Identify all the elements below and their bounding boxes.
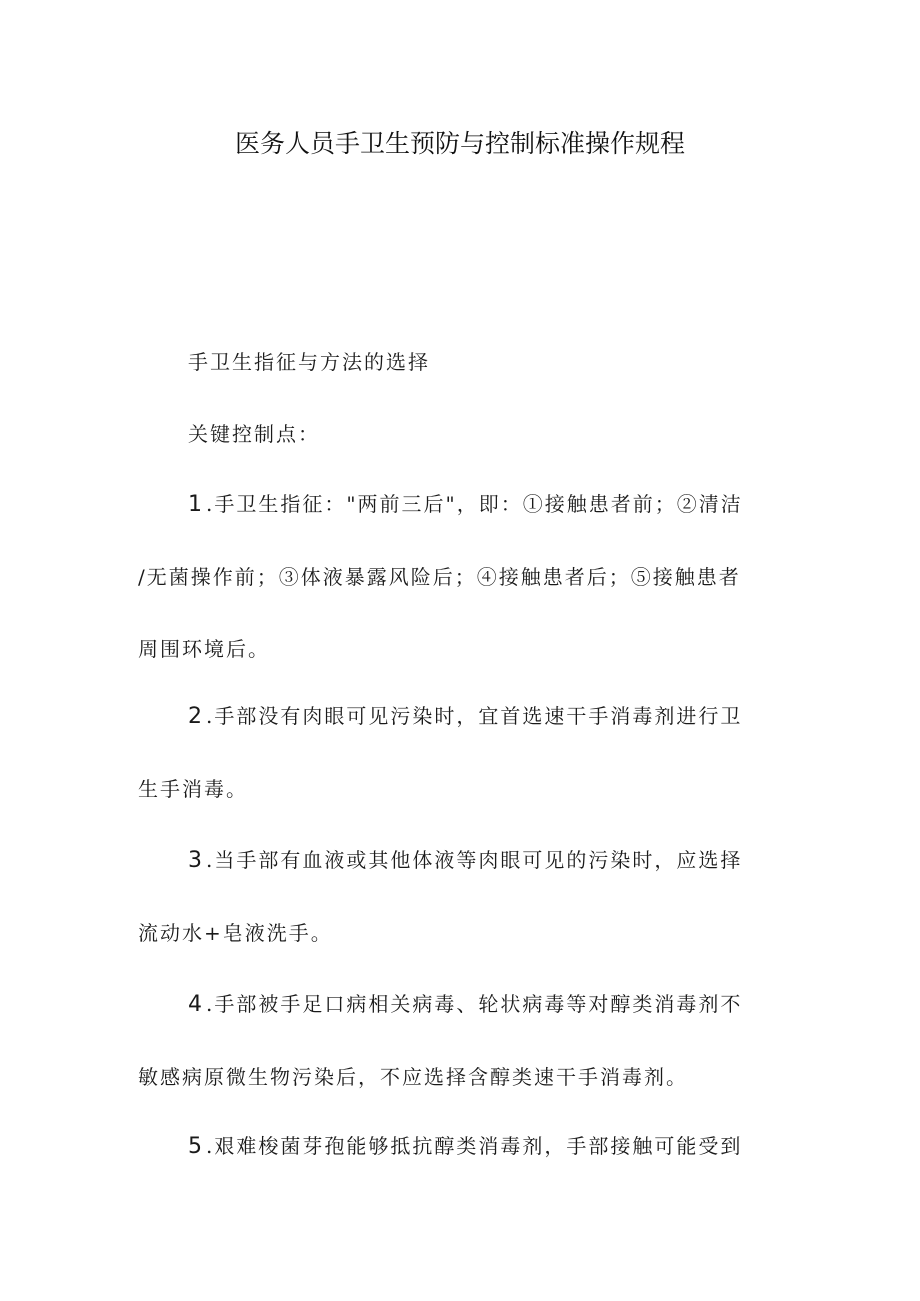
list-item-line	[138, 968, 778, 1041]
list-item	[138, 824, 778, 969]
list-item-line	[138, 680, 778, 753]
list-item-line	[138, 824, 778, 897]
item-number: 2	[188, 704, 206, 729]
list-item	[138, 1110, 778, 1183]
list-item	[138, 968, 778, 1113]
list-item-line	[138, 1110, 778, 1183]
item-text: .手部被手足口病相关病毒、轮状病毒等对醇类消毒剂不	[206, 992, 743, 1016]
list-item-line: 生手消毒。	[138, 777, 248, 801]
list-item-line: 周围环境后。	[138, 637, 270, 661]
item-number: 3	[188, 848, 206, 873]
list-item-line: 敏感病原微生物污染后，不应选择含醇类速干手消毒剂。	[138, 1065, 688, 1089]
item-text: .手部没有肉眼可见污染时，宜首选速干手消毒剂进行卫	[206, 704, 743, 728]
list-item	[138, 680, 778, 825]
item-text: .艰难梭菌芽孢能够抵抗醇类消毒剂，手部接触可能受到	[206, 1134, 743, 1158]
item-text: .手卫生指征："两前三后"，即：①接触患者前；②清洁	[206, 492, 743, 516]
item-number: 4	[188, 992, 206, 1017]
list-item-line	[138, 468, 778, 541]
document-title: 医务人员手卫生预防与控制标准操作规程	[234, 129, 685, 158]
section-heading	[138, 326, 778, 398]
item-number: 5	[188, 1134, 206, 1159]
list-item-line: /无菌操作前；③体液暴露风险后；④接触患者后；⑤接触患者	[138, 565, 741, 589]
list-item	[138, 468, 778, 685]
subheading-text: 关键控制点：	[188, 422, 320, 446]
list-item-line: 流动水+皂液洗手。	[138, 921, 333, 945]
subheading	[138, 398, 778, 470]
section-heading-text: 手卫生指征与方法的选择	[188, 350, 430, 374]
item-text: .当手部有血液或其他体液等肉眼可见的污染时，应选择	[206, 848, 743, 872]
item-number: 1	[188, 492, 206, 517]
